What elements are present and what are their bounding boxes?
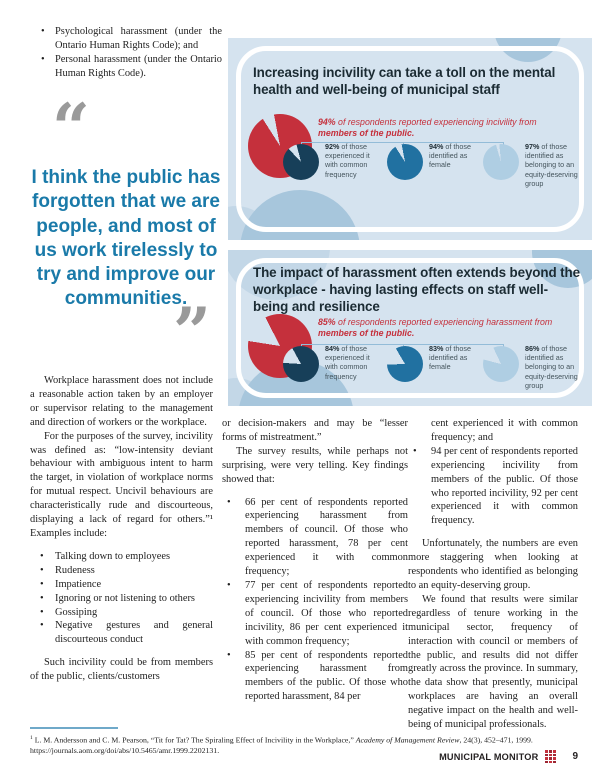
list-item: • Impatience [30, 578, 213, 592]
page-number: 9 [572, 751, 578, 762]
paragraph: For the purposes of the survey, incivility was defined as: “low-intensity deviant behaviour with ambiguous intent to harm the target, in violation of workplace norms for mutual respect. Uncivil behaviours are characteristically rude and discourteous, displaying a lack of regard for others.”¹ Examples include: [30, 430, 213, 539]
stat-label: 83% of those identified as female [429, 344, 471, 372]
body-column-right [408, 417, 578, 732]
paragraph: or decision-makers and may be “lesser forms of mistreatment.” [222, 418, 408, 443]
lead-text: of respondents reported experiencing incivility from [335, 117, 537, 127]
paragraph: Such incivility could be from members of the public, clients/customers [30, 657, 213, 683]
list-item: • 66 per cent of respondents reported experiencing harassment from members of council. Of those who reported harassment, 78 per cent experienced it with common frequency; [222, 496, 408, 579]
key-findings-list-continued [408, 445, 578, 528]
card-lead-stat [318, 117, 580, 139]
list-item: • 85 per cent of respondents reported experiencing harassment from members of the public. Of those who reported harassment, 84 per [222, 649, 408, 705]
pie-chart-female [387, 144, 423, 180]
stat-label: 86% of those identified as belonging to an equity-deserving group [525, 344, 578, 390]
paragraph: cent experienced it with common frequency; and [431, 418, 578, 443]
intro-bullet-list [30, 25, 222, 81]
municipal-monitor-logo-icon [545, 750, 556, 763]
list-item: • Talking down to employees [30, 550, 213, 564]
page-footer [0, 750, 578, 763]
close-quote-icon: ” [173, 292, 208, 371]
infographic-card-harassment [228, 250, 592, 406]
stat-label: 97% of those identified as belonging to an equity-deserving group [525, 142, 578, 188]
card-lead-stat [318, 317, 580, 339]
footnote-post: , 24(3), 452–471, 1999. https://journals.aom.org/doi/abs/10.5465/amr.1999.2202131. [30, 735, 533, 755]
footnote-journal: Academy of Management Review [355, 735, 460, 745]
paragraph: We found that results were similar regardless of tenure working in the municipal sector, frequency of interaction with council or members of the public, and results did not differ greatly across the province. In summary, the data show that presently, municipal workplaces are having an overall negative impact on the health and well-being of municipal professionals. [408, 593, 578, 731]
footnote-marker: 1 [30, 735, 33, 741]
card-title: Increasing incivility can take a toll on the mental health and well-being of municipal staff [253, 65, 556, 97]
footnote-pre: L. M. Andersson and C. M. Pearson, “Tit for Tat? The Spiraling Effect of Incivility in the Workplace,” [34, 735, 356, 745]
stat-item [483, 138, 589, 188]
stat-item [483, 340, 589, 390]
paragraph: The survey results, while perhaps not surprising, were very telling. Key findings showed that: [222, 445, 408, 485]
pie-chart-equity [483, 346, 519, 382]
infographic-card-incivility [228, 38, 592, 240]
paragraph: Unfortunately, the numbers are even more staggering when looking at respondents who identified as belonging to an equity-deserving group. [408, 538, 578, 591]
list-item: • 77 per cent of respondents reported experiencing incivility from members of council. Of those who reported incivility, 86 per cent experienced it with common frequency; [222, 579, 408, 649]
list-item: • Ignoring or not listening to others [30, 592, 213, 606]
lead-percentage: 85% [318, 317, 336, 327]
body-column-left [30, 374, 213, 684]
list-item: • 94 per cent of respondents reported experiencing incivility from members of the public. Of those who reported incivility, 92 per cent experienced it with common frequency. [408, 445, 578, 528]
stat-label: 94% of those identified as female [429, 142, 471, 170]
pull-quote [30, 89, 222, 371]
lead-bold-text: members of the public. [318, 128, 415, 138]
intro-bullet-item: • Personal harassment (under the Ontario Human Rights Code). [30, 53, 222, 81]
paragraph: Workplace harassment does not include a reasonable action taken by an employer or supervisor relating to the management and direction of workers or the workplace. [30, 375, 213, 428]
open-quote-icon: “ [52, 89, 87, 167]
stat-row [283, 340, 592, 390]
pie-chart-equity [483, 144, 519, 180]
pie-chart-frequency [283, 144, 319, 180]
footnote-divider [30, 727, 118, 729]
card-title: The impact of harassment often extends beyond the workplace - having lasting effects on staff well-being and resilience [253, 265, 580, 314]
stat-label: 84% of those experienced it with common frequency [325, 344, 370, 381]
pull-quote-text: I think the public has forgotten that we are people, and most of us work tirelessly to try and improve our communities. [31, 167, 221, 310]
stat-label: 92% of those experienced it with common frequency [325, 142, 370, 179]
stat-item [387, 138, 475, 180]
stat-item [283, 138, 379, 180]
stat-item [283, 340, 379, 382]
lead-percentage: 94% [318, 117, 336, 127]
list-item: • Negative gestures and general discourteous conduct [30, 619, 213, 647]
stat-item [387, 340, 475, 382]
publication-name: MUNICIPAL MONITOR [439, 751, 539, 762]
intro-bullet-item: • Psychological harassment (under the Ontario Human Rights Code); and [30, 25, 222, 53]
lead-bold-text: members of the public. [318, 328, 415, 338]
key-findings-list [222, 496, 408, 705]
pie-chart-female [387, 346, 423, 382]
list-item: • Rudeness [30, 564, 213, 578]
lead-text: of respondents reported experiencing harassment from [335, 317, 553, 327]
stat-row [283, 138, 592, 188]
pie-chart-frequency [283, 346, 319, 382]
body-column-middle [222, 417, 408, 704]
list-item: • Gossiping [30, 606, 213, 620]
incivility-examples-list [30, 550, 213, 647]
